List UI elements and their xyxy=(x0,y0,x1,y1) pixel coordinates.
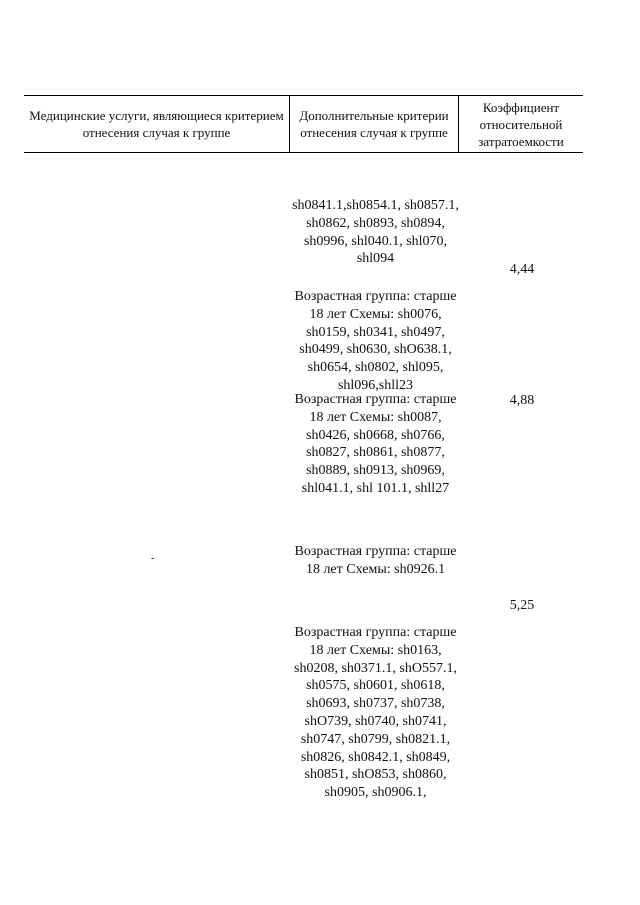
criteria-block-1 xyxy=(289,197,462,268)
criteria-block-5 xyxy=(289,624,462,802)
criteria-text: Возрастная группа: старше 18 лет Схемы: sh0087, sh0426, sh0668, sh0766, sh0827, sh0861, sh0877, sh0889, sh0913, sh0969, shl041.1, shl 101.1, shll27 xyxy=(294,392,457,496)
coefficient-value-3: 5,25 xyxy=(509,598,535,613)
criteria-text: sh0841.1,sh0854.1, sh0857.1, sh0862, sh0893, sh0894, sh0996, shl040.1, shl070, shl094 xyxy=(292,198,459,267)
coefficient-value-1: 4,44 xyxy=(509,262,535,277)
criteria-text: Возрастная группа: старше 18 лет Схемы: sh0163, sh0208, sh0371.1, shO557.1, sh0575, sh0601, sh0618, sh0693, sh0737, sh0738, shO739, sh0740, sh0741, sh0747, sh0799, sh0821.1, sh0826, sh0842.1, sh0849, sh0851, shO853, sh0860, sh0905, sh0906.1, xyxy=(294,625,457,801)
criteria-block-4 xyxy=(289,543,462,579)
coefficient-value-2: 4,88 xyxy=(509,393,535,408)
criteria-block-2 xyxy=(289,288,462,395)
table-header xyxy=(24,95,583,153)
criteria-text: Возрастная группа: старше 18 лет Схемы: sh0076, sh0159, sh0341, sh0497, sh0499, sh0630, shO638.1, sh0654, sh0802, shl095, shl096,shll23 xyxy=(294,289,457,393)
header-cost-coefficient: Коэффициент относительной затратоемкости xyxy=(478,99,564,149)
stray-dash: - xyxy=(151,552,155,564)
criteria-text: Возрастная группа: старше 18 лет Схемы: sh0926.1 xyxy=(294,544,457,577)
criteria-block-3 xyxy=(289,391,462,498)
header-medical-services: Медицинские услуги, являющиеся критерием отнесения случая к группе xyxy=(24,96,290,152)
header-additional-criteria: Дополнительные критерии отнесения случая к группе xyxy=(290,96,459,152)
